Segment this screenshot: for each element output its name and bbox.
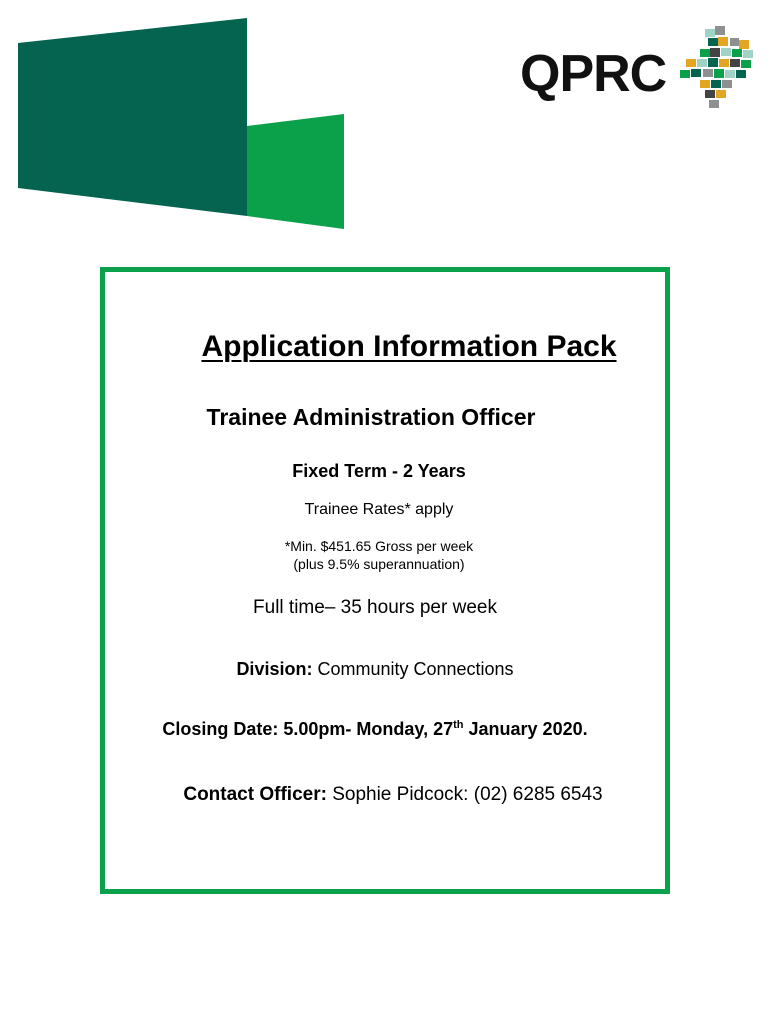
closing-date <box>95 719 655 740</box>
superannuation: (plus 9.5% superannuation) <box>293 556 465 572</box>
dark-green-panel <box>18 18 247 216</box>
fixed-term: Fixed Term - 2 Years <box>292 461 466 481</box>
hours: Full time– 35 hours per week <box>253 597 497 618</box>
contact-label: Contact Officer: <box>183 784 327 805</box>
contact-officer <box>113 784 673 806</box>
min-rate: *Min. $451.65 Gross per week <box>284 538 474 554</box>
job-title: Trainee Administration Officer <box>206 404 536 430</box>
closing-date-prefix: Closing Date: 5.00pm- Monday, 27 <box>162 719 454 739</box>
header-brand-graphic <box>0 0 360 240</box>
logo-wordmark: QPRC <box>520 45 667 103</box>
pack-title: Application Information Pack <box>201 330 617 363</box>
division-value: Community Connections <box>312 659 514 679</box>
application-info-box <box>100 267 670 894</box>
logo-mosaic-cross-icon <box>678 26 758 110</box>
division <box>95 659 655 680</box>
contact-value: Sophie Pidcock: (02) 6285 6543 <box>326 784 603 805</box>
closing-date-ordinal: th <box>453 719 464 731</box>
bright-green-panel <box>247 114 344 229</box>
division-label: Division: <box>236 659 313 679</box>
qprc-logo <box>518 26 758 110</box>
trainee-rates: Trainee Rates* apply <box>304 501 454 518</box>
closing-date-suffix: January 2020. <box>463 719 588 739</box>
